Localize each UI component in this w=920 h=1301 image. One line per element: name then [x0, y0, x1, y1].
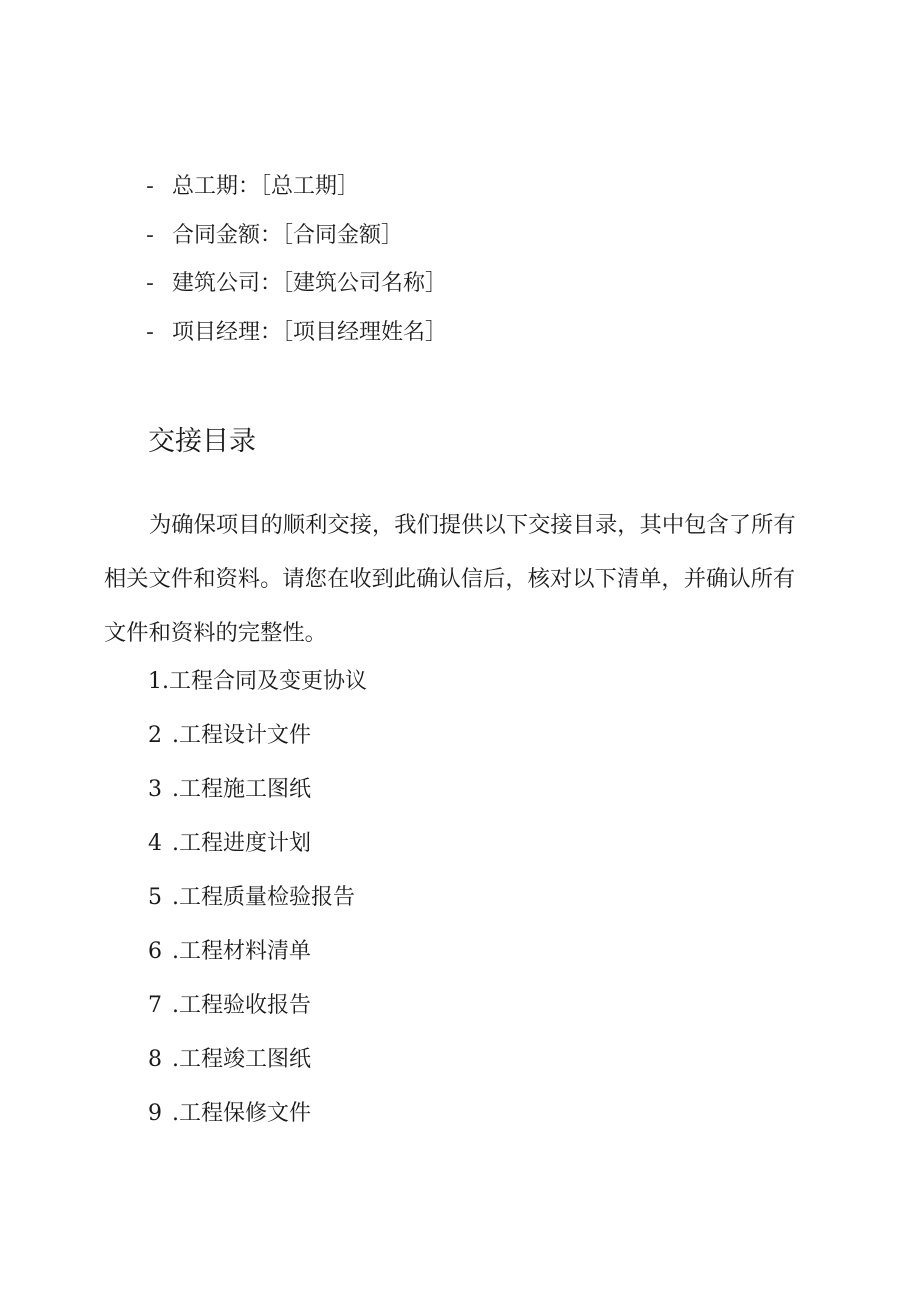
item-number: 2 — [148, 723, 162, 748]
item-number: 8 — [148, 1047, 162, 1072]
list-item — [148, 718, 748, 772]
item-text: .工程验收报告 — [172, 993, 311, 1018]
list-item — [146, 170, 766, 219]
duration-line: 总工期：［总工期］ — [172, 174, 360, 199]
contract-amount-line: 合同金额：［合同金额］ — [172, 222, 404, 248]
item-number: 5 — [148, 885, 162, 910]
item-number: 9 — [148, 1101, 162, 1126]
bullet-dash: - — [146, 271, 154, 296]
list-item — [148, 880, 748, 934]
list-item — [148, 988, 748, 1042]
list-item — [148, 1042, 748, 1096]
list-item — [146, 219, 766, 268]
item-text: .工程材料清单 — [172, 939, 311, 964]
list-item — [148, 664, 748, 718]
item-text: .工程设计文件 — [172, 723, 311, 748]
project-manager-line: 项目经理：［项目经理姓名］ — [172, 319, 448, 345]
list-item — [148, 826, 748, 880]
bullet-dash: - — [146, 222, 154, 248]
item-text: 工程合同及变更协议 — [169, 669, 368, 694]
list-item — [148, 772, 748, 826]
intro-line: 文件和资料的完整性。 — [104, 620, 327, 646]
list-item — [146, 316, 766, 365]
list-item — [148, 1096, 748, 1150]
item-number: 4 — [148, 831, 162, 856]
item-text: .工程质量检验报告 — [172, 885, 355, 910]
intro-line: 为确保项目的顺利交接，我们提供以下交接目录，其中包含了所有 — [149, 512, 796, 538]
list-item — [148, 934, 748, 988]
intro-line: 相关文件和资料。请您在收到此确认信后，核对以下清单，并确认所有 — [104, 566, 796, 592]
handover-list — [148, 664, 748, 1150]
item-number: 6 — [148, 939, 162, 964]
bullet-dash: - — [146, 174, 154, 199]
item-text: .工程保修文件 — [172, 1101, 311, 1126]
project-info-list — [146, 170, 766, 364]
list-item — [146, 267, 766, 316]
item-number: 1. — [148, 669, 169, 694]
section-title: 交接目录 — [148, 426, 256, 457]
construction-company-line: 建筑公司：［建筑公司名称］ — [172, 271, 448, 296]
item-text: .工程进度计划 — [172, 831, 311, 856]
item-text: .工程竣工图纸 — [172, 1047, 311, 1072]
intro-paragraph — [104, 498, 824, 660]
item-text: .工程施工图纸 — [172, 777, 311, 802]
bullet-dash: - — [146, 319, 154, 345]
item-number: 7 — [148, 993, 162, 1018]
item-number: 3 — [148, 777, 162, 802]
